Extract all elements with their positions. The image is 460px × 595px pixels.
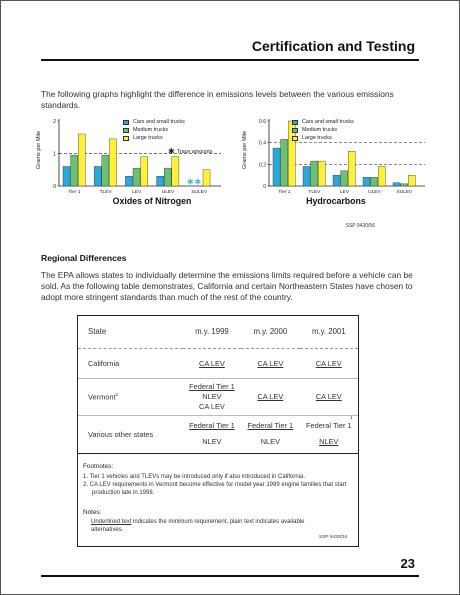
legend-label-cars: Cars and small trucks: [133, 119, 185, 125]
cell-ca-1999: CA LEV: [198, 358, 225, 368]
intro-text: The following graphs highlight the difference in emissions levels between the various emissions standards.: [41, 89, 394, 110]
hc-chart-title: Hydrocarbons: [306, 196, 366, 206]
cell-vt-2001: CA LEV: [315, 392, 342, 401]
footnotes: [83, 463, 353, 497]
y-tick-label: 0.6: [259, 119, 266, 125]
footer-rule: [41, 575, 419, 577]
x-tick-label: LEV: [339, 190, 349, 195]
trace-legend-label: Trace amounts: [176, 148, 213, 155]
bar-lev-s0: [125, 176, 132, 186]
legend-swatch-large: [292, 136, 298, 141]
col-header-2000: m.y. 2000: [241, 316, 299, 348]
col-header-1999: m.y. 1999: [183, 316, 241, 348]
cell-other-2001-line2: NLEV: [319, 437, 339, 446]
cell-other-2000-line1: Federal Tier 1: [247, 421, 294, 430]
chart-ssp-code: SSP 9430/56: [345, 223, 375, 229]
bar-sulev-s0: [393, 183, 400, 186]
col-header-2001: m.y. 2001: [300, 316, 358, 348]
notes-label: Notes:: [83, 509, 102, 516]
notes-rest: indicates the minimum requirement, plain text indicates available alternatives.: [91, 519, 305, 533]
bar-lev-s2: [348, 151, 355, 186]
x-tick-label: LEV: [132, 190, 142, 195]
page-number: 23: [400, 556, 415, 571]
bar-ulev-s0: [363, 177, 370, 186]
header-rule: [41, 59, 419, 61]
bar-tier-1-s1: [281, 139, 288, 186]
legend-label-large: Large trucks: [302, 135, 332, 141]
nox-y-axis-label: Grams per Mile: [36, 130, 42, 170]
table-row-california: [78, 348, 358, 378]
col-header-state: State: [78, 316, 183, 348]
state-vermont: Vermont: [88, 392, 116, 402]
x-tick-label: SULEV: [396, 190, 413, 195]
cell-ca-2000: CA LEV: [257, 358, 284, 368]
state-other: Various other states: [78, 415, 183, 453]
bar-tlev-s1: [311, 161, 318, 186]
vermont-footnote-ref: 2: [115, 391, 119, 397]
y-tick-label: 0: [263, 184, 266, 190]
x-tick-label: ULEV: [368, 190, 381, 195]
nox-chart-title: Oxides of Nitrogen: [112, 196, 192, 206]
bar-lev-s2: [141, 157, 148, 186]
standards-table: [78, 316, 358, 454]
legend-swatch-medium: [292, 128, 298, 133]
trace-legend: [168, 147, 212, 156]
bar-ulev-s1: [371, 177, 378, 186]
y-tick-label: 0.2: [259, 162, 266, 169]
trace-marker-icon: ✱: [186, 177, 194, 187]
nox-legend: [123, 118, 185, 142]
table-ssp-code: SSP 9430/34: [319, 535, 348, 540]
bar-tlev-s1: [102, 155, 109, 186]
table-header-row: [78, 316, 358, 348]
cell-vt-1999-line3: CA LEV: [198, 401, 225, 411]
footnote-2: 2. CA LEV requirements in Vermont become effective for model year 1999 engine families that start production late in 1998.: [83, 482, 347, 496]
footnotes-label: Footnotes:: [83, 463, 114, 470]
x-tick-label: TLEV: [308, 190, 321, 195]
bar-lev-s1: [341, 171, 348, 186]
legend-swatch-cars: [123, 120, 129, 125]
cell-other-2001-line1: Federal Tier 1: [305, 421, 352, 430]
x-tick-label: Tier 1: [278, 190, 291, 195]
x-tick-label: ULEV: [161, 190, 175, 195]
bar-tier-1-s1: [71, 155, 78, 186]
x-tick-label: Tier 1: [68, 190, 81, 195]
x-tick-label: SULEV: [191, 190, 208, 195]
bar-tlev-s2: [109, 139, 116, 186]
bar-ulev-s0: [157, 176, 164, 186]
table-row-other-states: [78, 415, 358, 453]
legend-swatch-cars: [292, 120, 298, 125]
section-heading: Regional Differences: [41, 253, 127, 263]
bar-sulev-s2: [203, 170, 210, 186]
legend-label-medium: Medium trucks: [302, 127, 338, 133]
notes: [83, 509, 353, 534]
cell-vt-1999-line2: NLEV: [202, 391, 222, 401]
y-tick-label: 0.4: [259, 140, 266, 147]
cell-other-1999-line2: NLEV: [202, 437, 222, 446]
bar-sulev-s2: [408, 175, 415, 186]
bar-tlev-s0: [94, 167, 101, 187]
cell-vt-1999-line1: Federal Tier 1: [189, 381, 235, 391]
notes-underlined: Underlined text: [91, 519, 132, 525]
legend-swatch-medium: [123, 128, 129, 133]
hc-y-axis-label: Grams per Mile: [242, 130, 248, 170]
trace-marker-icon: ✱: [194, 177, 202, 187]
bar-ulev-s2: [378, 167, 385, 187]
bar-tier-1-s2: [78, 134, 85, 186]
other-footnote-ref: 1: [350, 416, 353, 421]
bar-ulev-s1: [164, 168, 171, 186]
bar-lev-s1: [133, 168, 140, 186]
legend-swatch-large: [123, 136, 129, 141]
y-tick-label: 2: [53, 119, 56, 125]
bar-tlev-s0: [303, 167, 310, 187]
legend-label-cars: Cars and small trucks: [302, 119, 354, 125]
regional-paragraph: The EPA allows states to individually determine the emissions limits required before a vehicle can be sold. As the following table demonstrates, California and certain Northeastern States have chosen to adopt more stringent standards than much of the rest of the country.: [41, 270, 413, 302]
notes-text: [83, 518, 333, 534]
legend-label-medium: Medium trucks: [133, 127, 169, 133]
bar-tlev-s2: [318, 161, 325, 186]
legend-label-large: Large trucks: [133, 135, 163, 141]
bar-tier-1-s0: [63, 167, 70, 187]
trace-asterisk-icon: ✱: [168, 147, 175, 156]
bar-ulev-s2: [172, 157, 179, 186]
footnote-1: 1. Tier 1 vehicles and TLEVs may be introduced only if also introduced in California.: [83, 474, 306, 480]
bar-sulev-s1: [401, 184, 408, 186]
cell-other-1999-line1: Federal Tier 1: [189, 421, 235, 430]
y-tick-label: 1: [53, 151, 56, 158]
page-header-title: Certification and Testing: [251, 38, 415, 54]
bar-tier-1-s0: [273, 148, 280, 186]
state-california: California: [78, 348, 183, 378]
cell-other-2000-line2: NLEV: [260, 437, 280, 446]
cell-vt-2000: CA LEV: [257, 392, 284, 401]
hc-legend: [292, 118, 354, 142]
y-tick-label: 0: [53, 184, 56, 190]
cell-ca-2001: CA LEV: [315, 358, 342, 368]
bar-lev-s0: [333, 175, 340, 186]
x-tick-label: TLEV: [99, 190, 112, 195]
table-row-vermont: [78, 378, 358, 415]
